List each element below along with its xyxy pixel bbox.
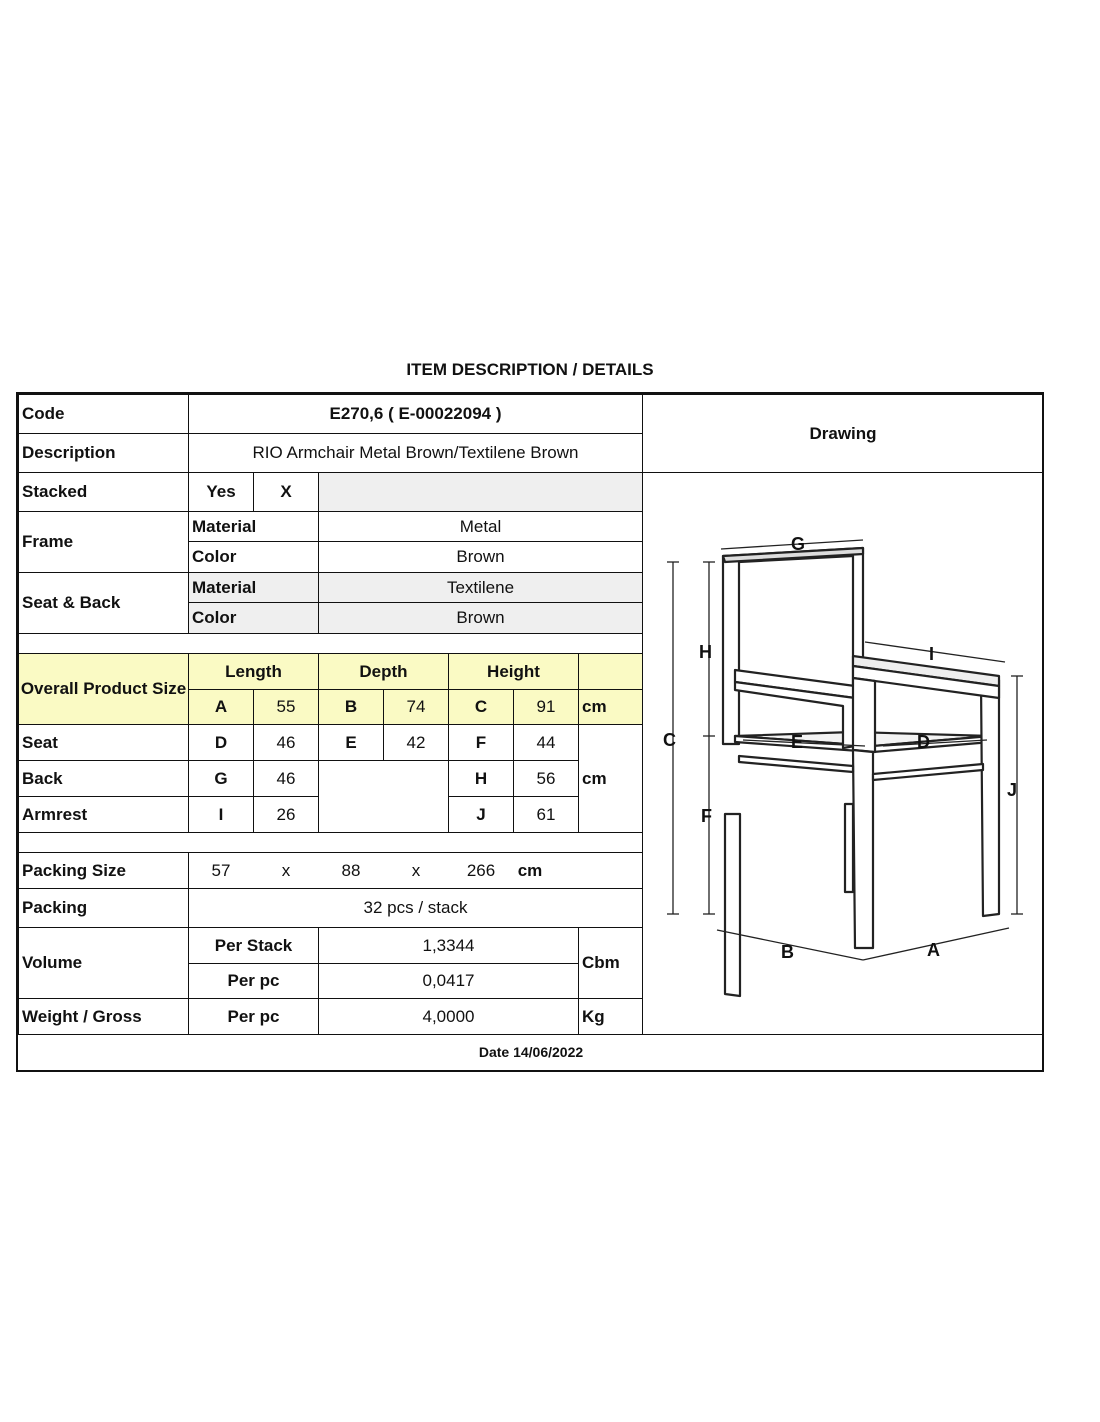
- frame-material-value: Metal: [318, 511, 643, 542]
- armrest-label: Armrest: [18, 796, 189, 833]
- overall-a-letter: A: [188, 689, 254, 725]
- overall-size-label: Overall Product Size: [18, 653, 189, 725]
- overall-a-value: 55: [253, 689, 319, 725]
- packing-size-unit: cm: [517, 860, 543, 880]
- packing-size-width: 57: [211, 860, 231, 880]
- seat-back-material-label: Material: [188, 572, 319, 603]
- back-h-letter: H: [448, 760, 514, 797]
- height-header: Height: [448, 653, 579, 690]
- overall-b-letter: B: [318, 689, 384, 725]
- volume-per-pc-label: Per pc: [188, 963, 319, 999]
- frame-color-label: Color: [188, 541, 319, 573]
- document-title: ITEM DESCRIPTION / DETAILS: [406, 360, 654, 379]
- seat-d-value: 46: [253, 724, 319, 761]
- overall-c-value: 91: [513, 689, 579, 725]
- seat-f-value: 44: [513, 724, 579, 761]
- packing-size-label: Packing Size: [18, 852, 189, 889]
- armrest-j-value: 61: [513, 796, 579, 833]
- frame-color-value: Brown: [318, 541, 643, 573]
- description-value: RIO Armchair Metal Brown/Textilene Brown: [188, 433, 643, 473]
- back-armrest-empty: [318, 760, 449, 833]
- drawing-letter-d: D: [917, 732, 930, 752]
- overall-c-letter: C: [448, 689, 514, 725]
- seat-e-letter: E: [318, 724, 384, 761]
- overall-unit: cm: [578, 689, 643, 725]
- volume-unit: Cbm: [578, 927, 643, 999]
- drawing-letter-g: G: [791, 534, 806, 554]
- volume-per-pc-value: 0,0417: [318, 963, 579, 999]
- packing-size-x1: x: [281, 860, 291, 880]
- volume-label: Volume: [18, 927, 189, 999]
- date-footer: Date 14/06/2022: [18, 1034, 1044, 1070]
- drawing-letter-i: I: [929, 644, 935, 664]
- drawing-letter-a: A: [927, 940, 940, 960]
- seat-e-value: 42: [383, 724, 449, 761]
- code-value: E270,6 ( E-00022094 ): [188, 394, 643, 434]
- weight-per-pc-label: Per pc: [188, 998, 319, 1035]
- description-label: Description: [18, 433, 189, 473]
- weight-value: 4,0000: [318, 998, 579, 1035]
- back-g-letter: G: [188, 760, 254, 797]
- seat-back-material-value: Textilene: [318, 572, 643, 603]
- drawing-letter-c: C: [663, 730, 676, 750]
- drawing-letter-j: J: [1007, 780, 1018, 800]
- seat-back-label: Seat & Back: [18, 572, 189, 634]
- stacked-empty: [318, 472, 643, 512]
- seat-label: Seat: [18, 724, 189, 761]
- stacked-label: Stacked: [18, 472, 189, 512]
- drawing-letter-e: E: [791, 732, 804, 752]
- unit-header-empty: [578, 653, 643, 690]
- packing-size-depth: 88: [341, 860, 361, 880]
- front-right-leg: [981, 680, 999, 916]
- spacer-row-2: [18, 832, 643, 853]
- stacked-mark: X: [253, 472, 319, 512]
- front-left-leg: [853, 750, 873, 948]
- seat-d-letter: D: [188, 724, 254, 761]
- length-header: Length: [188, 653, 319, 690]
- back-right-leg: [845, 804, 853, 892]
- volume-per-stack-value: 1,3344: [318, 927, 579, 964]
- packing-size-height: 266: [466, 860, 496, 880]
- overall-b-value: 74: [383, 689, 449, 725]
- frame-label: Frame: [18, 511, 189, 573]
- spacer-row: [18, 633, 643, 654]
- drawing-letter-f: F: [701, 806, 712, 826]
- drawing-letter-b: B: [781, 942, 794, 962]
- code-label: Code: [18, 394, 189, 434]
- drawing-letter-h: H: [699, 642, 712, 662]
- packing-size-x2: x: [411, 860, 421, 880]
- spec-sheet: [16, 392, 1044, 1072]
- back-g-value: 46: [253, 760, 319, 797]
- frame-material-label: Material: [188, 511, 319, 542]
- seat-back-color-label: Color: [188, 602, 319, 634]
- packing-label: Packing: [18, 888, 189, 928]
- armrest-j-letter: J: [448, 796, 514, 833]
- weight-label: Weight / Gross: [18, 998, 189, 1035]
- dimensions-unit: cm: [578, 724, 643, 833]
- armrest-i-value: 26: [253, 796, 319, 833]
- packing-value: 32 pcs / stack: [188, 888, 643, 928]
- back-h-value: 56: [513, 760, 579, 797]
- seat-f-letter: F: [448, 724, 514, 761]
- volume-per-stack-label: Per Stack: [188, 927, 319, 964]
- chair-drawing: [643, 474, 1043, 1034]
- back-label: Back: [18, 760, 189, 797]
- drawing-header: Drawing: [642, 394, 1044, 473]
- weight-unit: Kg: [578, 998, 643, 1035]
- seat-back-color-value: Brown: [318, 602, 643, 634]
- armrest-i-letter: I: [188, 796, 254, 833]
- depth-header: Depth: [318, 653, 449, 690]
- stacked-yes: Yes: [188, 472, 254, 512]
- back-left-leg: [725, 814, 740, 996]
